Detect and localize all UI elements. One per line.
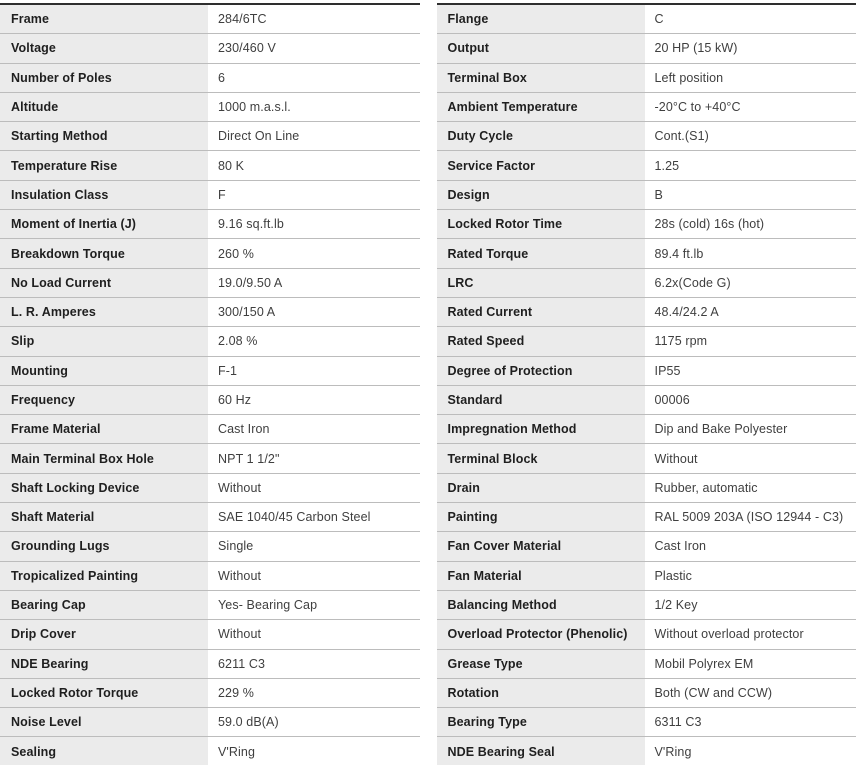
spec-row <box>0 269 420 298</box>
spec-table-left <box>0 3 420 765</box>
spec-row <box>437 650 856 679</box>
spec-row-value: Without <box>218 480 262 495</box>
spec-row-value: Without <box>654 451 698 466</box>
spec-row-value: 89.4 ft.lb <box>654 246 704 261</box>
spec-row-label: Rated Speed <box>437 327 645 355</box>
spec-row <box>0 532 420 561</box>
spec-row-value: Rubber, automatic <box>654 480 758 495</box>
spec-row-label: Tropicalized Painting <box>0 562 208 590</box>
spec-row-value: RAL 5009 203A (ISO 12944 - C3) <box>654 510 844 525</box>
spec-row-label: Moment of Inertia (J) <box>0 210 208 238</box>
spec-row-value: 230/460 V <box>218 41 276 56</box>
spec-row-value: 260 % <box>218 246 254 261</box>
spec-row-label: Rated Current <box>437 298 645 326</box>
spec-row-value: B <box>654 187 663 202</box>
spec-row <box>437 562 856 591</box>
spec-row-value: Cont.(S1) <box>654 129 709 144</box>
spec-row-value: Cast Iron <box>218 422 270 437</box>
spec-row-label: Flange <box>437 5 645 33</box>
spec-row <box>0 357 420 386</box>
spec-row-value: 1/2 Key <box>654 598 698 613</box>
spec-row-label: Standard <box>437 386 645 414</box>
spec-row-label: Bearing Type <box>437 708 645 736</box>
spec-row-value: Left position <box>654 70 724 85</box>
spec-row-value: Direct On Line <box>218 129 300 144</box>
spec-row <box>437 327 856 356</box>
spec-row-label: Degree of Protection <box>437 357 645 385</box>
spec-tables-container <box>0 3 856 765</box>
spec-row-value: NPT 1 1/2" <box>218 451 280 466</box>
spec-row-value: Cast Iron <box>654 539 707 554</box>
spec-row-label: NDE Bearing <box>0 650 208 678</box>
spec-row <box>0 474 420 503</box>
spec-row-value: F-1 <box>218 363 238 378</box>
spec-row-label: Drain <box>437 474 645 502</box>
spec-row <box>437 386 856 415</box>
spec-row-label: Design <box>437 181 645 209</box>
spec-row <box>0 64 420 93</box>
spec-row <box>437 737 856 765</box>
spec-row-value: 80 K <box>218 158 245 173</box>
spec-row <box>437 181 856 210</box>
spec-row-value: -20°C to +40°C <box>654 100 741 115</box>
spec-row <box>437 93 856 122</box>
spec-row-label: Slip <box>0 327 208 355</box>
spec-row <box>0 239 420 268</box>
spec-row <box>0 210 420 239</box>
spec-table-right <box>437 3 856 765</box>
spec-row-label: Rated Torque <box>437 239 645 267</box>
spec-row-value: 6.2x(Code G) <box>654 275 731 290</box>
spec-row-label: Fan Cover Material <box>437 532 645 560</box>
spec-row-label: Shaft Locking Device <box>0 474 208 502</box>
spec-row-label: Altitude <box>0 93 208 121</box>
spec-row-value: 300/150 A <box>218 305 276 320</box>
spec-row-value: 60 Hz <box>218 393 252 407</box>
spec-row-label: Mounting <box>0 357 208 385</box>
spec-row-value: 20 HP (15 kW) <box>654 41 738 56</box>
spec-row-label: Locked Rotor Time <box>437 210 645 238</box>
spec-row-value: Plastic <box>654 568 693 583</box>
spec-row <box>437 269 856 298</box>
spec-row <box>437 64 856 93</box>
spec-row-value: 19.0/9.50 A <box>218 275 283 290</box>
spec-row-label: Frequency <box>0 386 208 414</box>
spec-row <box>0 122 420 151</box>
spec-row-label: Noise Level <box>0 708 208 736</box>
spec-row-label: LRC <box>437 269 645 297</box>
spec-row-label: Output <box>437 34 645 62</box>
spec-row-value: Single <box>218 539 254 554</box>
spec-row-label: Overload Protector (Phenolic) <box>437 620 645 648</box>
spec-row-label: Main Terminal Box Hole <box>0 444 208 472</box>
spec-row-label: Breakdown Torque <box>0 239 208 267</box>
spec-row <box>0 591 420 620</box>
spec-row-value: Without <box>218 568 262 583</box>
spec-row-value: 9.16 sq.ft.lb <box>218 217 284 232</box>
spec-row-value: IP55 <box>654 363 681 378</box>
spec-row-label: Terminal Box <box>437 64 645 92</box>
spec-row <box>0 737 420 765</box>
spec-row-label: Terminal Block <box>437 444 645 472</box>
spec-row <box>437 5 856 34</box>
spec-row <box>437 34 856 63</box>
spec-row <box>437 122 856 151</box>
spec-row <box>0 415 420 444</box>
spec-row-label: Fan Material <box>437 562 645 590</box>
spec-row-value: 6 <box>218 70 226 85</box>
spec-row <box>0 151 420 180</box>
spec-row <box>437 239 856 268</box>
spec-row-label: Painting <box>437 503 645 531</box>
spec-row <box>437 620 856 649</box>
spec-row-label: Starting Method <box>0 122 208 150</box>
spec-row-value: 59.0 dB(A) <box>218 715 279 730</box>
spec-row <box>437 151 856 180</box>
spec-row <box>437 591 856 620</box>
spec-row-value: 28s (cold) 16s (hot) <box>654 217 765 232</box>
spec-row <box>437 532 856 561</box>
spec-row <box>0 444 420 473</box>
spec-row-value: 1000 m.a.s.l. <box>218 100 291 115</box>
spec-row <box>0 562 420 591</box>
spec-row-value: 1.25 <box>654 158 680 173</box>
spec-row-value: 284/6TC <box>218 12 267 27</box>
spec-row <box>0 5 420 34</box>
spec-row <box>437 210 856 239</box>
spec-row <box>0 327 420 356</box>
spec-row-value: V'Ring <box>654 744 692 759</box>
spec-row-value: SAE 1040/45 Carbon Steel <box>218 510 371 525</box>
spec-row <box>0 386 420 415</box>
spec-row-label: Frame <box>0 5 208 33</box>
spec-row-label: NDE Bearing Seal <box>437 737 645 765</box>
spec-row-label: No Load Current <box>0 269 208 297</box>
spec-row-value: 6311 C3 <box>654 715 702 730</box>
spec-row <box>0 93 420 122</box>
spec-row-value: V'Ring <box>218 744 256 759</box>
spec-row-label: Frame Material <box>0 415 208 443</box>
spec-row <box>0 503 420 532</box>
spec-row-value: Dip and Bake Polyester <box>654 422 788 437</box>
spec-row-value: 229 % <box>218 685 254 700</box>
spec-row <box>437 474 856 503</box>
spec-row <box>0 679 420 708</box>
spec-row-label: Grounding Lugs <box>0 532 208 560</box>
spec-row-label: Rotation <box>437 679 645 707</box>
spec-row <box>437 444 856 473</box>
spec-row-value: 48.4/24.2 A <box>654 305 719 320</box>
spec-row <box>0 650 420 679</box>
spec-row-value: Without <box>218 627 262 642</box>
spec-row-value: Both (CW and CCW) <box>654 685 773 700</box>
spec-row <box>437 298 856 327</box>
spec-row <box>0 620 420 649</box>
spec-row-label: Impregnation Method <box>437 415 645 443</box>
spec-row-label: Shaft Material <box>0 503 208 531</box>
spec-row-label: Drip Cover <box>0 620 208 648</box>
spec-row-value: Yes- Bearing Cap <box>218 598 318 613</box>
spec-row-label: Ambient Temperature <box>437 93 645 121</box>
spec-row-label: Sealing <box>0 737 208 765</box>
spec-row-value: F <box>218 187 226 202</box>
spec-row <box>0 181 420 210</box>
spec-row <box>437 679 856 708</box>
spec-row <box>437 708 856 737</box>
spec-row-label: Grease Type <box>437 650 645 678</box>
spec-row-value: C <box>654 12 664 27</box>
spec-row-label: Insulation Class <box>0 181 208 209</box>
spec-row-label: Bearing Cap <box>0 591 208 619</box>
spec-row-value: 00006 <box>654 393 690 407</box>
spec-row-label: Voltage <box>0 34 208 62</box>
spec-row-label: Temperature Rise <box>0 151 208 179</box>
spec-row-label: Locked Rotor Torque <box>0 679 208 707</box>
spec-row-value: 6211 C3 <box>218 656 266 671</box>
spec-row-value: 1175 rpm <box>654 334 708 349</box>
spec-row <box>437 503 856 532</box>
spec-row-value: 2.08 % <box>218 334 258 349</box>
spec-row-label: Duty Cycle <box>437 122 645 150</box>
spec-row-label: Service Factor <box>437 151 645 179</box>
spec-row <box>0 34 420 63</box>
spec-row-label: Balancing Method <box>437 591 645 619</box>
spec-row-value: Mobil Polyrex EM <box>654 656 754 671</box>
spec-row <box>0 708 420 737</box>
spec-row <box>0 298 420 327</box>
spec-row <box>437 415 856 444</box>
spec-row-label: Number of Poles <box>0 64 208 92</box>
spec-row-value: Without overload protector <box>654 627 804 642</box>
spec-row <box>437 357 856 386</box>
spec-row-label: L. R. Amperes <box>0 298 208 326</box>
